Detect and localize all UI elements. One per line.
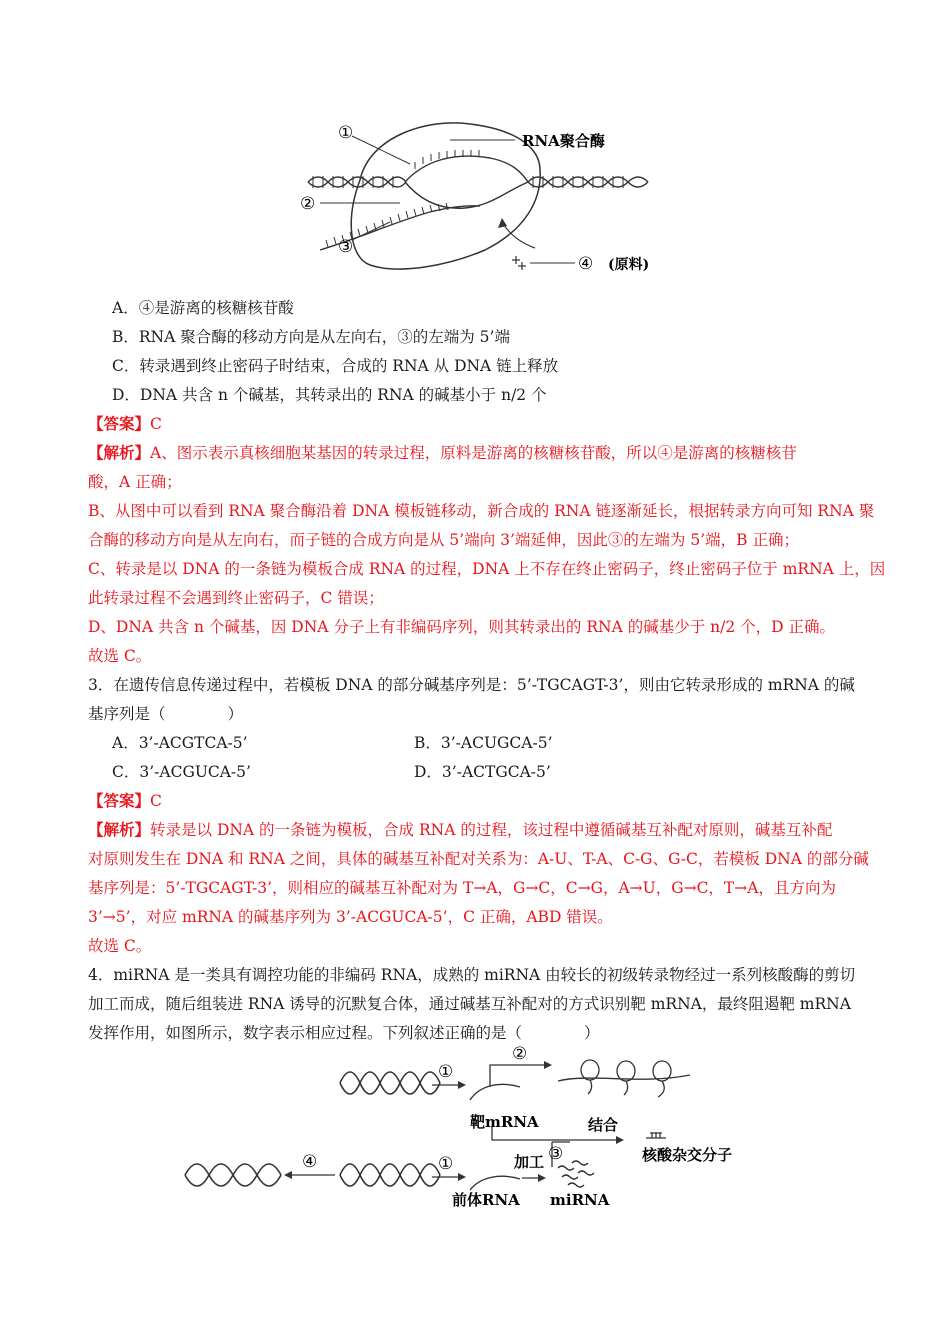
hybrid-icon xyxy=(646,1133,666,1138)
q2-analysis-line: 此转录过程不会遇到终止密码子，C 错误； xyxy=(88,589,384,607)
q2-analysis-line: B、从图中可以看到 RNA 聚合酶沿着 DNA 模板链移动，新合成的 RNA 链逐渐延长，根据转录方向可知 RNA 聚 xyxy=(88,502,875,520)
dna-bottom-middle xyxy=(340,1164,440,1186)
template-strand xyxy=(405,182,528,208)
analysis-text: 转录是以 DNA 的一条链为模板，合成 RNA 的过程，该过程中遵循碱基互补配对原则，碱基互补配 xyxy=(150,821,833,839)
analysis-text: A、图示表示真核细胞某基因的转录过程，原料是游离的核糖核苷酸，所以④是游离的核糖核苷 xyxy=(150,444,797,462)
mirna-fragments-icon xyxy=(558,1161,594,1187)
label-enzyme: RNA聚合酶 xyxy=(522,132,605,150)
answer-tag: 【答案】 xyxy=(88,414,151,433)
nucleotide-icon xyxy=(512,256,526,270)
label-1: ① xyxy=(338,123,354,143)
label-2: ② xyxy=(300,194,316,214)
q3-option-b: B．3’-ACUGCA-5’ xyxy=(414,734,553,752)
q2-analysis-line: 酸，A 正确； xyxy=(88,473,182,491)
label-3: ③ xyxy=(548,1144,564,1164)
label-target: 靶mRNA xyxy=(470,1113,539,1131)
q2-analysis-line: 合酶的移动方向是从左向右，而子链的合成方向是从 5’端向 3’端延伸，因此③的左端为 5’端，B 正确； xyxy=(88,531,799,549)
q2-answer xyxy=(88,412,162,436)
label-2: ② xyxy=(512,1045,528,1064)
mirna-figure xyxy=(180,1045,780,1210)
q3-stem-line: 基序列是（ ） xyxy=(88,705,244,723)
label-mirna: miRNA xyxy=(550,1191,610,1209)
analysis-tag: 【解析】 xyxy=(88,443,151,462)
q2-option-c: C．转录遇到终止密码子时结束，合成的 RNA 从 DNA 链上释放 xyxy=(112,357,559,375)
target-mrna-curve xyxy=(470,1084,520,1100)
dna-bottom-left xyxy=(185,1164,281,1186)
label-raw: (原料) xyxy=(608,257,650,273)
label-1-bottom: ① xyxy=(438,1154,454,1174)
q2-analysis-line: C、转录是以 DNA 的一条链为模板合成 RNA 的过程，DNA 上不存在终止密码子，终止密码子位于 mRNA 上，因 xyxy=(88,560,886,578)
transcription-figure xyxy=(290,110,680,285)
q2-conclusion: 故选 C。 xyxy=(88,647,152,665)
q2-option-b: B．RNA 聚合酶的移动方向是从左向右，③的左端为 5’端 xyxy=(112,328,510,346)
label-process: 加工 xyxy=(514,1153,545,1171)
label-4: ④ xyxy=(578,254,594,274)
q2-analysis-line xyxy=(88,441,797,465)
q3-analysis-line xyxy=(88,818,832,842)
q2-option-a: A．④是游离的核糖核苷酸 xyxy=(112,299,294,317)
q4-stem-line: 加工而成，随后组装进 RNA 诱导的沉默复合体，通过碱基互补配对的方式识别靶 mRNA，最终阻遏靶 mRNA xyxy=(88,995,851,1013)
label-precursor: 前体RNA xyxy=(452,1191,520,1209)
q4-stem-line: 4．miRNA 是一类具有调控功能的非编码 RNA，成熟的 miRNA 由较长的初级转录物经过一系列核酸酶的剪切 xyxy=(88,966,856,984)
answer-tag: 【答案】 xyxy=(88,791,151,810)
label-3: ③ xyxy=(338,237,354,257)
q3-option-a: A．3’-ACGTCA-5’ xyxy=(112,734,248,752)
q3-analysis-line: 基序列是：5’-TGCAGT-3’，则相应的碱基互补配对为 T→A，G→C，C→G，A→U，G→C，T→A，且方向为 xyxy=(88,879,836,897)
answer-value: C xyxy=(150,792,162,810)
label-bind: 结合 xyxy=(588,1116,619,1134)
q3-answer xyxy=(88,789,162,813)
q3-conclusion: 故选 C。 xyxy=(88,937,152,955)
label-1-top: ① xyxy=(438,1062,454,1082)
q3-option-c: C．3’-ACGUCA-5’ xyxy=(112,763,251,781)
analysis-tag: 【解析】 xyxy=(88,820,151,839)
answer-value: C xyxy=(150,415,162,433)
q3-analysis-line: 3’→5’，对应 mRNA 的碱基序列为 3’-ACGUCA-5’，C 正确，ABD 错误。 xyxy=(88,908,613,926)
q3-analysis-line: 对原则发生在 DNA 和 RNA 之间，具体的碱基互补配对关系为：A-U、T-A、C-G、G-C，若模板 DNA 的部分碱 xyxy=(88,850,869,868)
rna-polymerase-outline xyxy=(351,123,540,269)
q2-option-d: D．DNA 共含 n 个碱基，其转录出的 RNA 的碱基小于 n/2 个 xyxy=(112,386,547,404)
q2-analysis-line: D、DNA 共含 n 个碱基，因 DNA 分子上有非编码序列，则其转录出的 RNA 的碱基少于 n/2 个，D 正确。 xyxy=(88,618,835,636)
dna-top xyxy=(340,1072,440,1094)
label-hybrid: 核酸杂交分子 xyxy=(642,1146,733,1164)
q3-stem-line: 3．在遗传信息传递过程中，若模板 DNA 的部分碱基序列是：5’-TGCAGT-3’，则由它转录形成的 mRNA 的碱 xyxy=(88,676,855,694)
q3-option-d: D．3’-ACTGCA-5’ xyxy=(414,763,551,781)
label-4: ④ xyxy=(302,1152,318,1172)
q4-stem-line: 发挥作用，如图所示，数字表示相应过程。下列叙述正确的是（ ） xyxy=(88,1024,600,1042)
precursor-rna-curve xyxy=(470,1176,520,1190)
